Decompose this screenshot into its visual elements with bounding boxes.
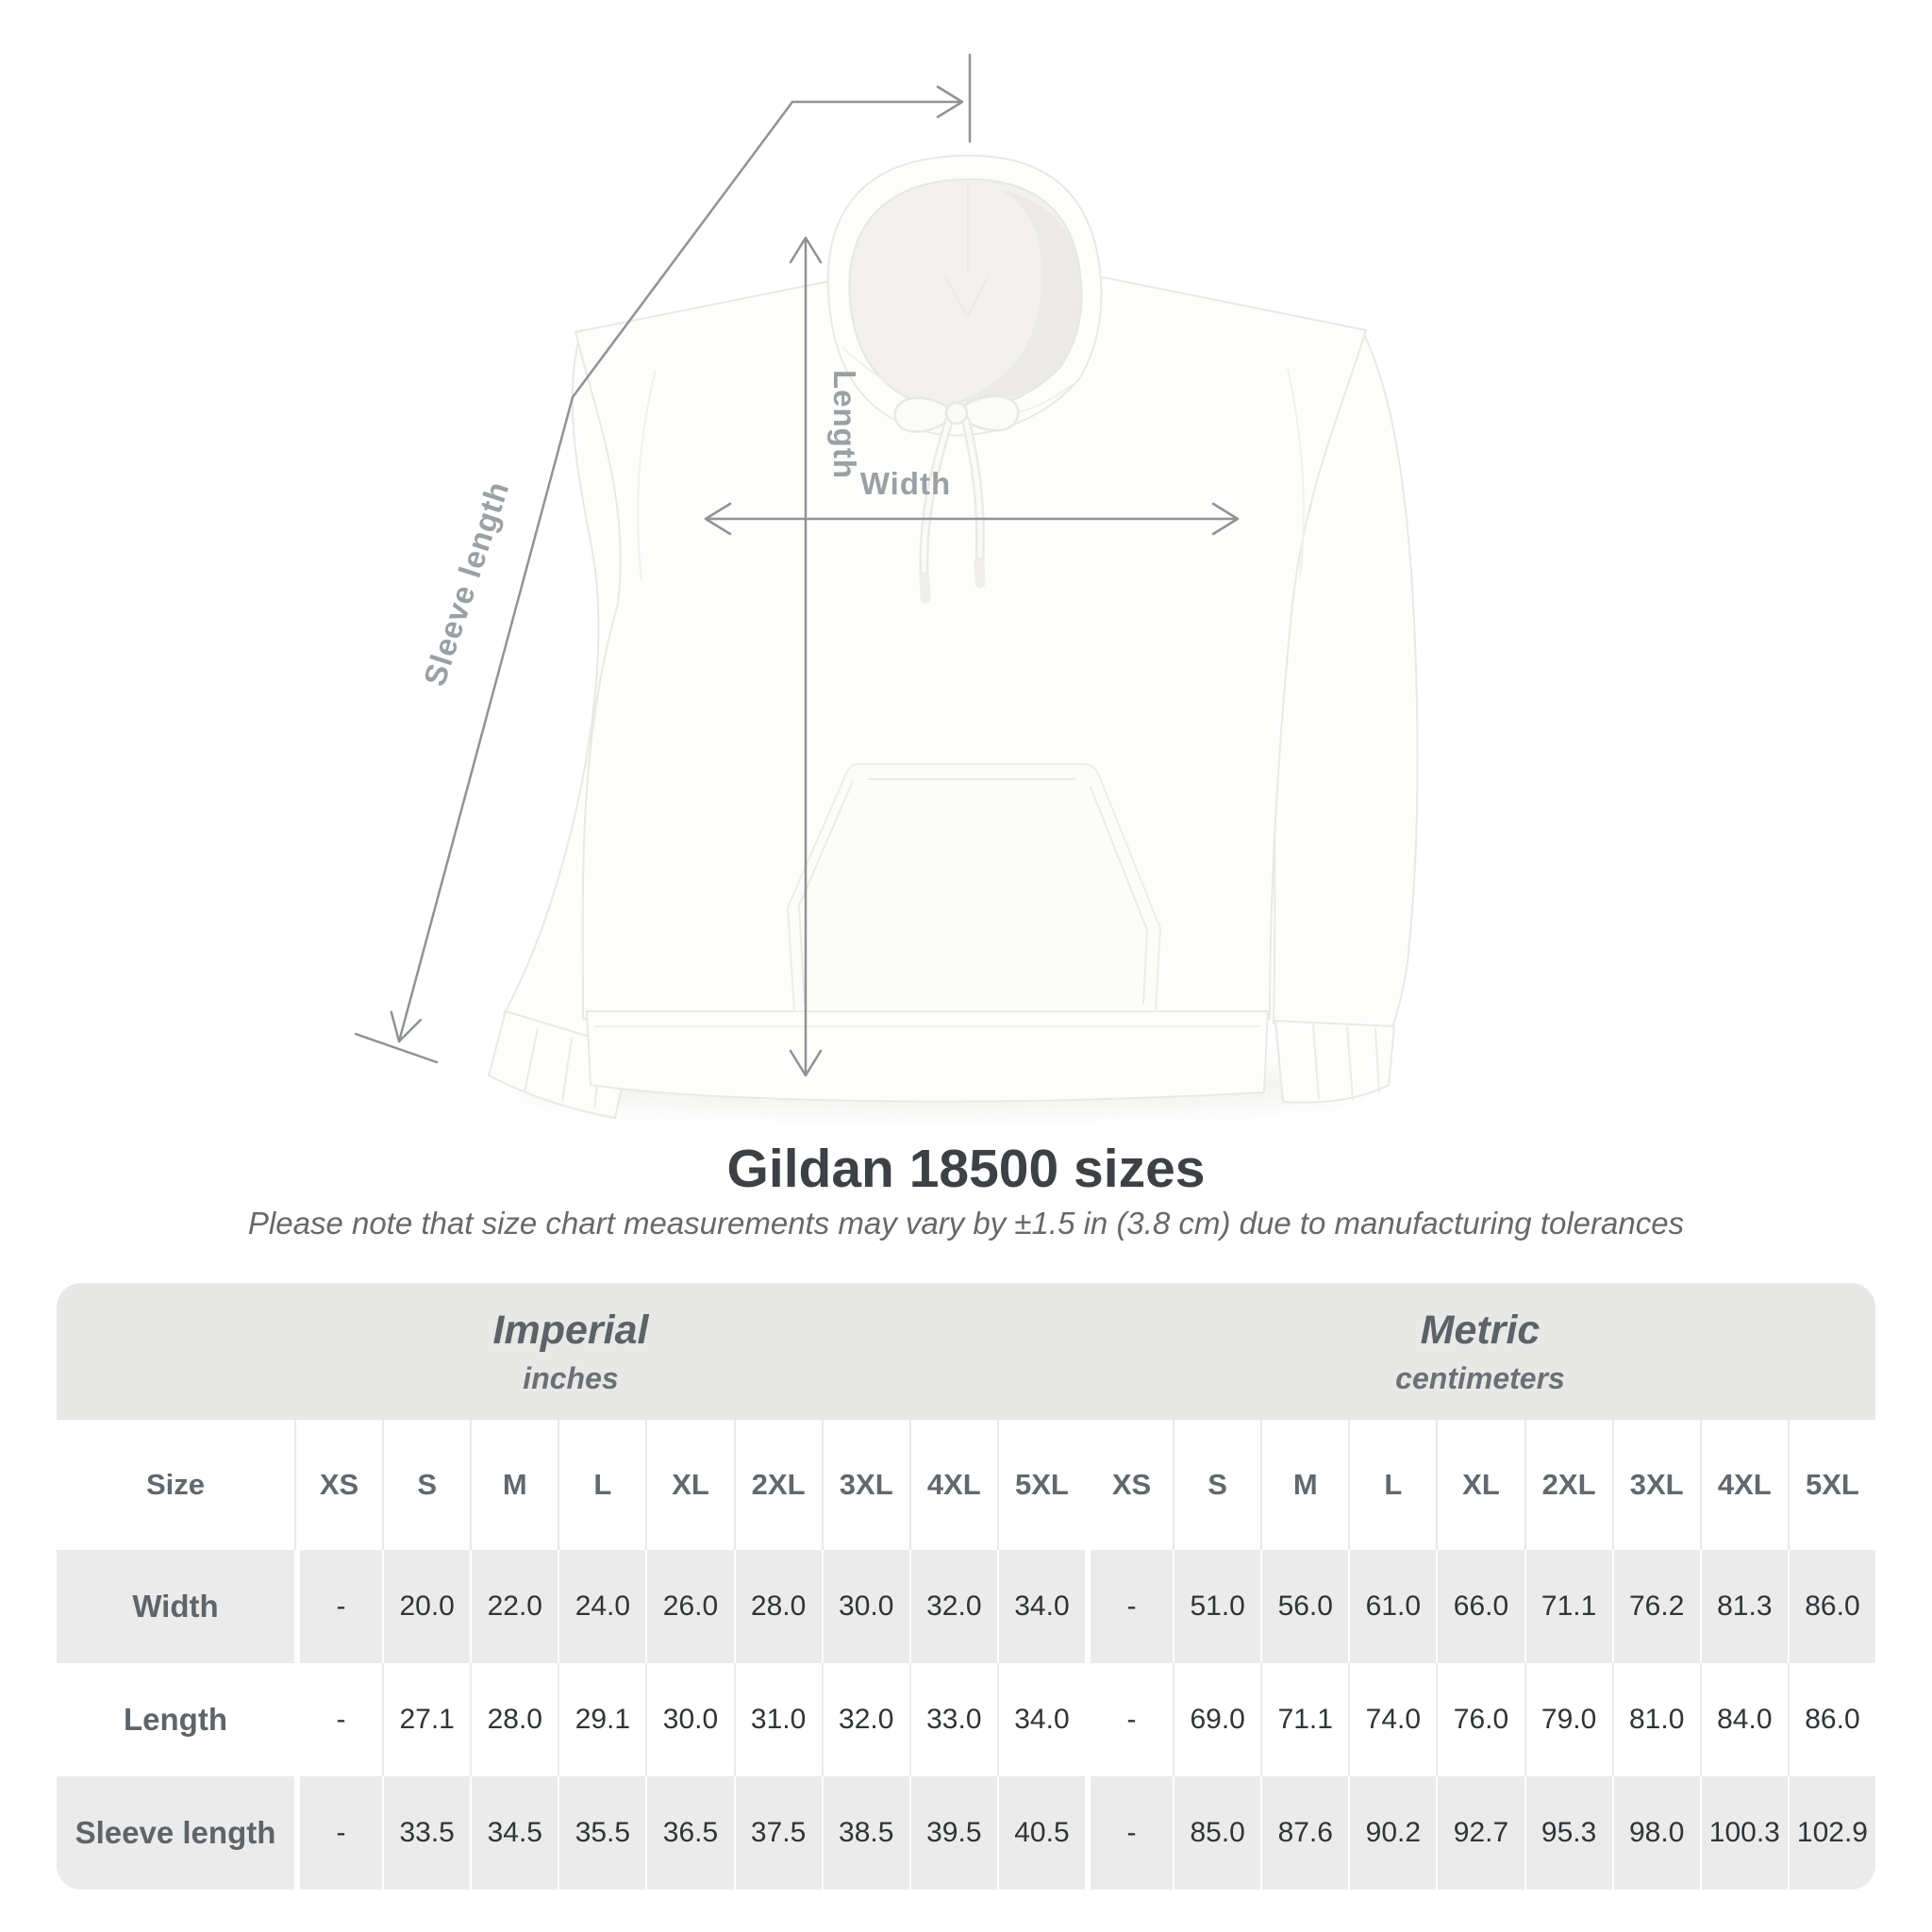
table-cell: 81.3 <box>1700 1550 1788 1663</box>
metric-unit-label: centimeters <box>1395 1360 1565 1395</box>
table-cell: 84.0 <box>1700 1663 1788 1776</box>
size-header: Size <box>57 1420 294 1550</box>
size-column-header: S <box>382 1420 470 1550</box>
size-column-header: S <box>1173 1420 1260 1550</box>
table-cell: 76.2 <box>1612 1550 1700 1663</box>
table-cell: 26.0 <box>645 1550 733 1663</box>
table-cell: - <box>294 1776 382 1890</box>
table-cell: 39.5 <box>909 1776 997 1890</box>
size-column-header: 3XL <box>1612 1420 1700 1550</box>
table-cell: 40.5 <box>997 1776 1085 1890</box>
length-dimension-label: Length <box>827 370 862 479</box>
table-cell: 32.0 <box>822 1663 909 1776</box>
metric-label: Metric <box>1420 1307 1541 1353</box>
units-header-row <box>57 1283 1875 1420</box>
table-cell: 79.0 <box>1524 1663 1612 1776</box>
table-cell: 20.0 <box>382 1550 470 1663</box>
size-column-header: 2XL <box>734 1420 822 1550</box>
table-cell: 51.0 <box>1173 1550 1260 1663</box>
table-cell: 85.0 <box>1173 1776 1260 1890</box>
size-table <box>57 1283 1875 1890</box>
table-cell: 76.0 <box>1436 1663 1524 1776</box>
imperial-label: Imperial <box>492 1307 649 1353</box>
size-column-header: XL <box>645 1420 733 1550</box>
table-cell: 100.3 <box>1700 1776 1788 1890</box>
hoodie-hem-band <box>587 1011 1268 1102</box>
table-cell: 81.0 <box>1612 1663 1700 1776</box>
row-label: Width <box>57 1550 294 1663</box>
table-cell: 34.0 <box>997 1663 1085 1776</box>
table-cell: 33.5 <box>382 1776 470 1890</box>
imperial-unit-label: inches <box>523 1360 619 1395</box>
table-cell: 34.5 <box>470 1776 558 1890</box>
table-cell: 27.1 <box>382 1663 470 1776</box>
table-cell: 37.5 <box>734 1776 822 1890</box>
table-cell: 95.3 <box>1524 1776 1612 1890</box>
tolerance-note: Please note that size chart measurements may vary by ±1.5 in (3.8 cm) due to manufacturing tolerances <box>247 1206 1685 1241</box>
sizes-header-row <box>57 1420 1875 1550</box>
size-column-header: M <box>1260 1420 1348 1550</box>
size-column-header: 4XL <box>1700 1420 1788 1550</box>
size-column-header: 5XL <box>997 1420 1085 1550</box>
size-column-header: M <box>470 1420 558 1550</box>
size-column-header: L <box>558 1420 645 1550</box>
table-cell: 30.0 <box>645 1663 733 1776</box>
table-cell: 32.0 <box>909 1550 997 1663</box>
table-cell: 30.0 <box>822 1550 909 1663</box>
table-cell: - <box>1085 1550 1173 1663</box>
size-column-header: XS <box>294 1420 382 1550</box>
size-column-header: 2XL <box>1524 1420 1612 1550</box>
table-cell: 71.1 <box>1260 1663 1348 1776</box>
size-column-header: XL <box>1436 1420 1524 1550</box>
size-column-header: 5XL <box>1788 1420 1875 1550</box>
table-cell: 71.1 <box>1524 1550 1612 1663</box>
table-cell: 98.0 <box>1612 1776 1700 1890</box>
table-cell: 61.0 <box>1348 1550 1436 1663</box>
size-column-header: 4XL <box>909 1420 997 1550</box>
table-cell: - <box>294 1663 382 1776</box>
table-cell: 22.0 <box>470 1550 558 1663</box>
sleeve-length-dimension-label: Sleeve length <box>416 476 516 691</box>
table-body <box>57 1550 1875 1890</box>
table-cell: 102.9 <box>1788 1776 1875 1890</box>
row-label: Length <box>57 1663 294 1776</box>
table-row <box>57 1776 1875 1890</box>
table-cell: 69.0 <box>1173 1663 1260 1776</box>
table-cell: 87.6 <box>1260 1776 1348 1890</box>
metric-section-header <box>1085 1283 1875 1420</box>
table-cell: 36.5 <box>645 1776 733 1890</box>
table-cell: - <box>1085 1663 1173 1776</box>
table-cell: 29.1 <box>558 1663 645 1776</box>
size-column-header: XS <box>1085 1420 1173 1550</box>
table-cell: 74.0 <box>1348 1663 1436 1776</box>
table-cell: 33.0 <box>909 1663 997 1776</box>
table-cell: 38.5 <box>822 1776 909 1890</box>
width-dimension-label: Width <box>859 466 952 501</box>
table-cell: 28.0 <box>734 1550 822 1663</box>
table-cell: 56.0 <box>1260 1550 1348 1663</box>
table-cell: 66.0 <box>1436 1550 1524 1663</box>
table-cell: 90.2 <box>1348 1776 1436 1890</box>
row-label: Sleeve length <box>57 1776 294 1890</box>
imperial-section-header <box>57 1283 1085 1420</box>
drawstring-knot <box>946 403 967 424</box>
size-column-header: L <box>1348 1420 1436 1550</box>
table-cell: 86.0 <box>1788 1663 1875 1776</box>
table-cell: 92.7 <box>1436 1776 1524 1890</box>
size-column-header: 3XL <box>822 1420 909 1550</box>
table-cell: 86.0 <box>1788 1550 1875 1663</box>
table-head <box>57 1283 1875 1550</box>
table-cell: 35.5 <box>558 1776 645 1890</box>
table-cell: 28.0 <box>470 1663 558 1776</box>
page-title: Gildan 18500 sizes <box>726 1139 1206 1199</box>
table-cell: 34.0 <box>997 1550 1085 1663</box>
table-cell: 31.0 <box>734 1663 822 1776</box>
table-row <box>57 1663 1875 1776</box>
table-cell: - <box>1085 1776 1173 1890</box>
table-cell: - <box>294 1550 382 1663</box>
table-row <box>57 1550 1875 1663</box>
table-cell: 24.0 <box>558 1550 645 1663</box>
